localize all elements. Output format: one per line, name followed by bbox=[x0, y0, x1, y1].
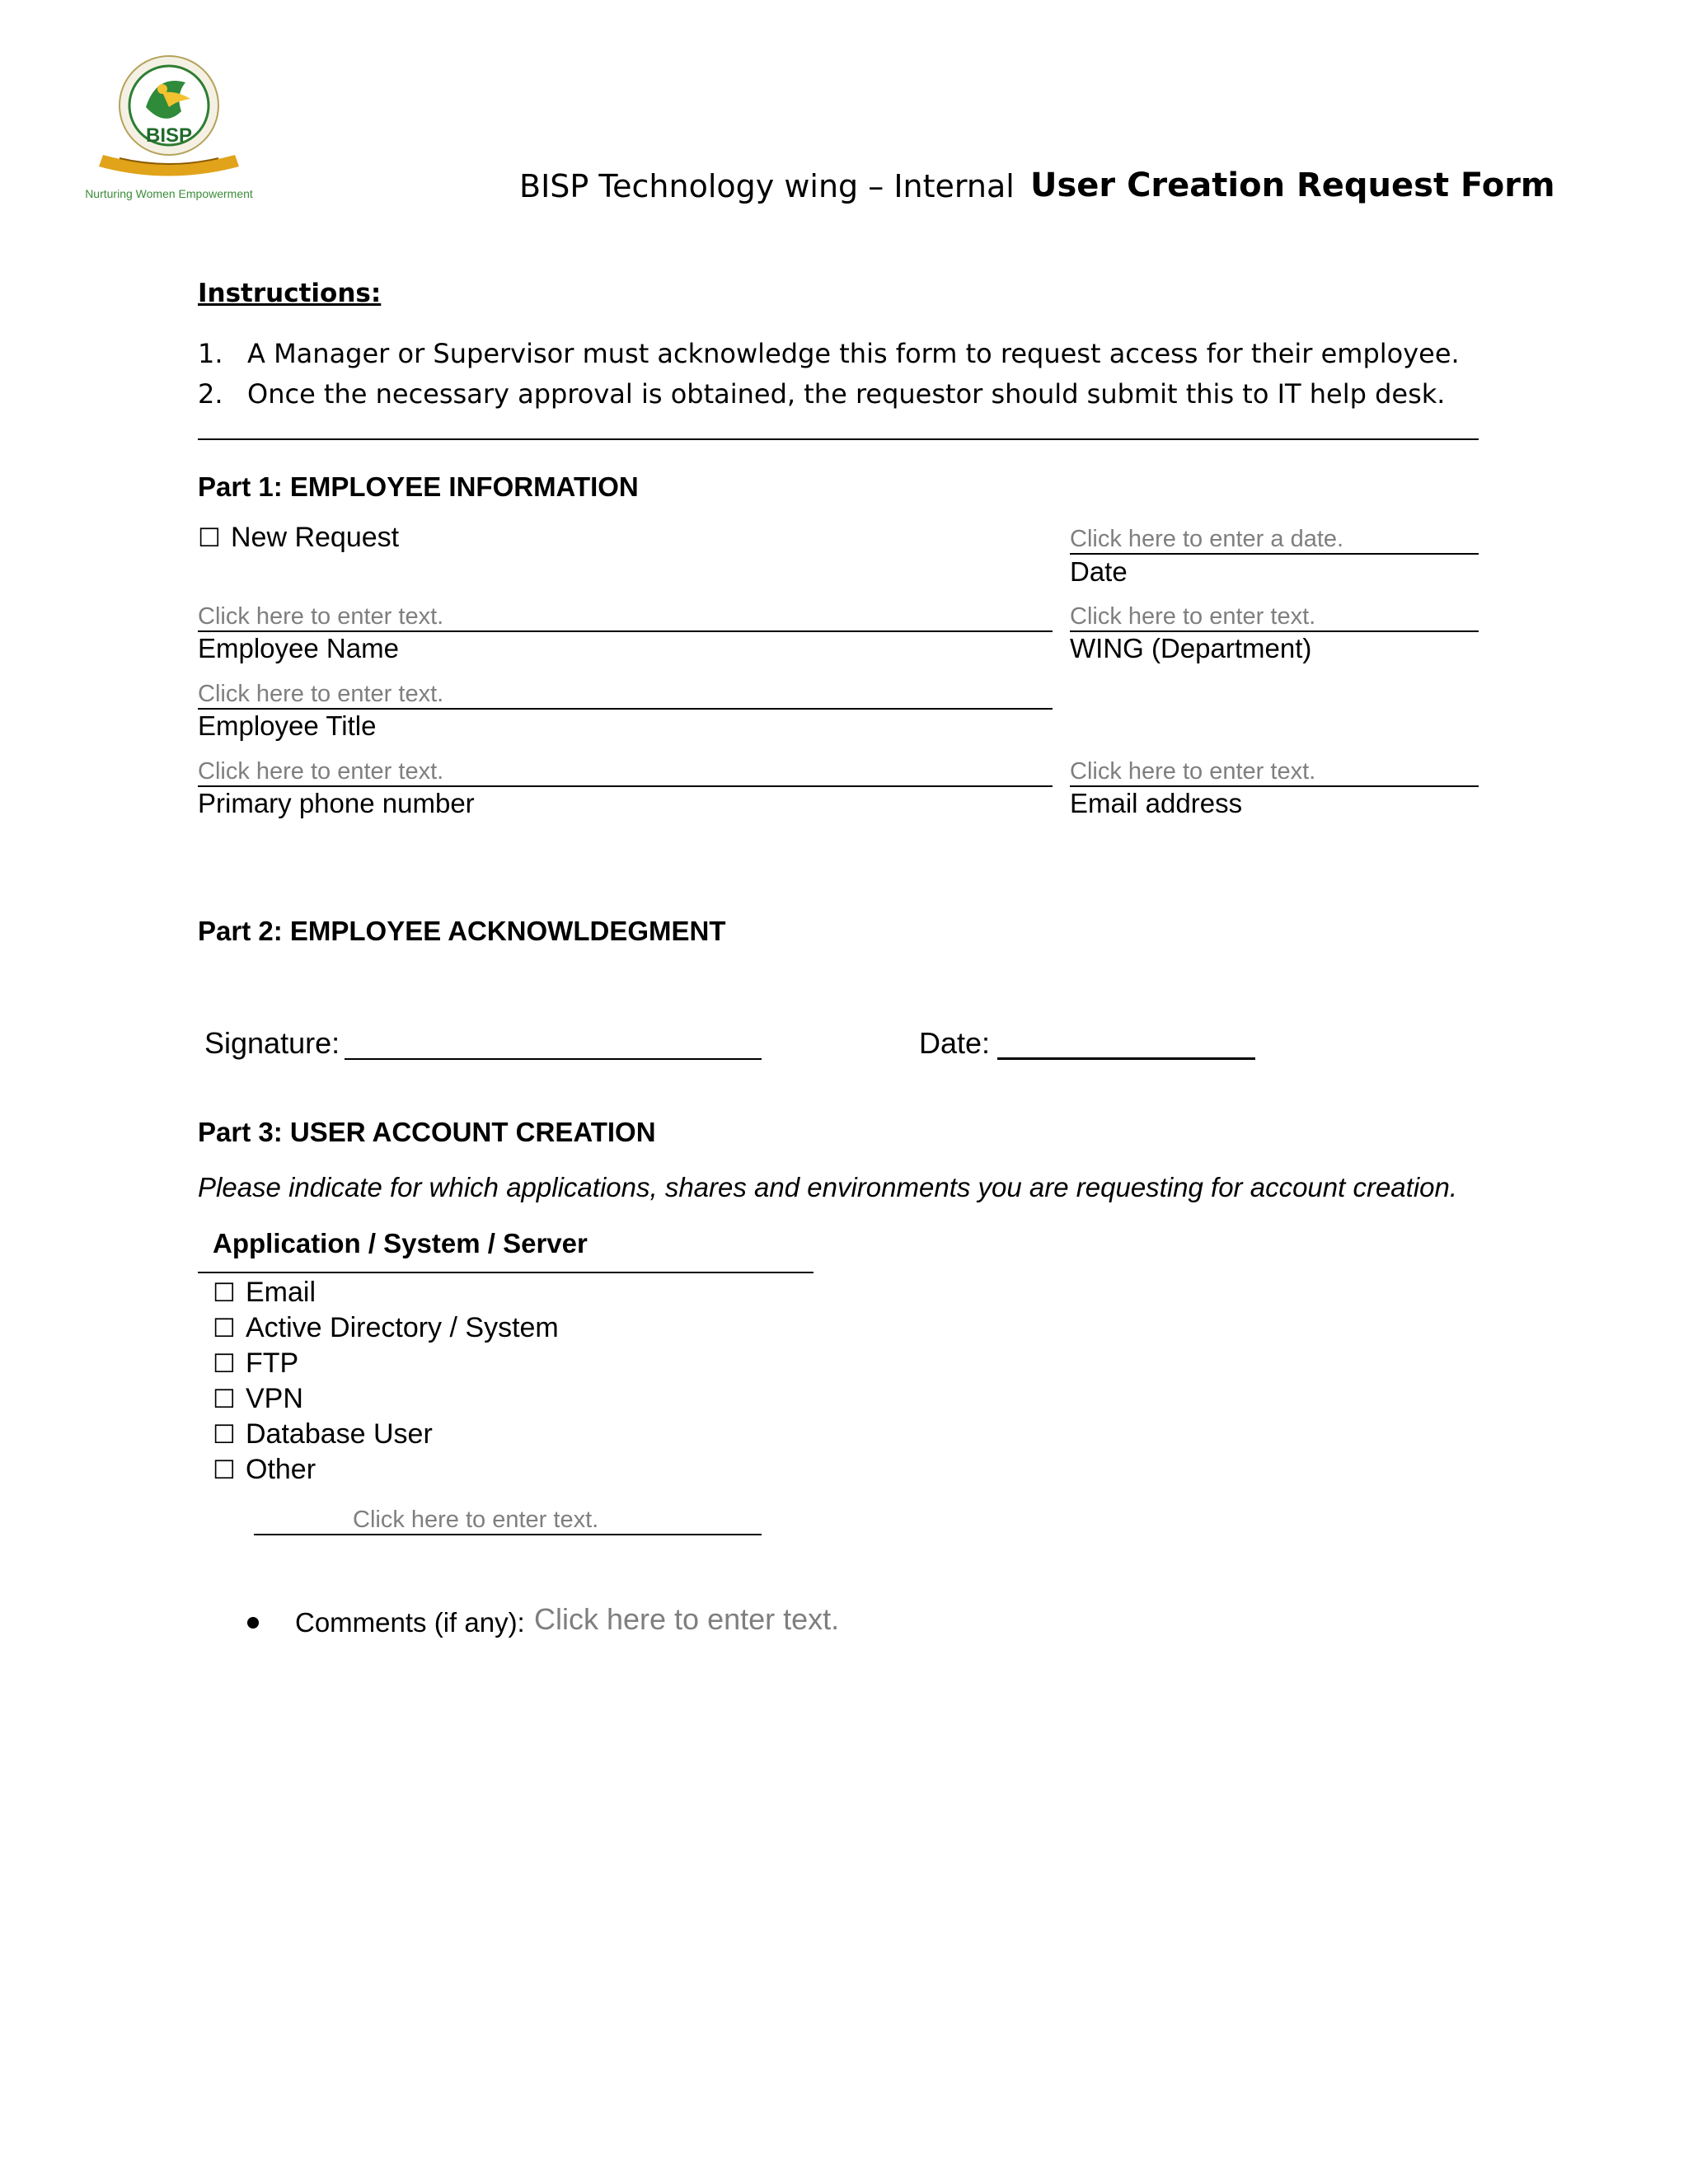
wing-department-input[interactable]: Click here to enter text. bbox=[1070, 603, 1316, 630]
other-input[interactable]: Click here to enter text. bbox=[353, 1507, 599, 1533]
checkbox-icon[interactable]: ☐ bbox=[213, 1349, 236, 1379]
ack-date-label: Date: bbox=[919, 1026, 991, 1060]
date-label: Date bbox=[1070, 556, 1128, 587]
employee-title-label: Employee Title bbox=[198, 710, 377, 741]
bisp-logo bbox=[70, 49, 268, 210]
option-label: Other bbox=[246, 1454, 316, 1485]
internal-label: BISP Technology wing – Internal bbox=[519, 168, 1015, 204]
employee-name-underline bbox=[198, 630, 1053, 632]
checkbox-icon[interactable]: ☐ bbox=[213, 1385, 236, 1414]
new-request-checkbox[interactable] bbox=[198, 522, 399, 554]
option-email[interactable] bbox=[213, 1277, 316, 1309]
part1-title: Part 1: EMPLOYEE INFORMATION bbox=[198, 471, 639, 502]
instruction-item bbox=[198, 378, 1445, 410]
employee-name-label: Employee Name bbox=[198, 633, 399, 663]
other-underline bbox=[254, 1534, 762, 1535]
phone-underline bbox=[198, 785, 1053, 787]
form-title: User Creation Request Form bbox=[1030, 166, 1555, 204]
employee-name-input[interactable]: Click here to enter text. bbox=[198, 603, 444, 630]
instructions-title: Instructions: bbox=[198, 279, 382, 308]
instruction-item bbox=[198, 338, 1460, 369]
instruction-text: Once the necessary approval is obtained, the requestor should submit this to IT help desk. bbox=[247, 378, 1446, 410]
option-vpn[interactable] bbox=[213, 1383, 303, 1415]
ack-date-line[interactable] bbox=[997, 1057, 1255, 1060]
svg-text:BISP: BISP bbox=[145, 124, 193, 147]
option-active-directory[interactable] bbox=[213, 1312, 559, 1344]
wing-underline bbox=[1070, 630, 1479, 632]
checkbox-icon[interactable]: ☐ bbox=[213, 1278, 236, 1308]
comments-label: Comments (if any): bbox=[295, 1607, 525, 1638]
option-label: Active Directory / System bbox=[246, 1312, 559, 1343]
option-ftp[interactable] bbox=[213, 1347, 298, 1380]
instruction-number: 1. bbox=[198, 338, 223, 369]
email-label: Email address bbox=[1070, 788, 1243, 818]
phone-label: Primary phone number bbox=[198, 788, 475, 818]
employee-title-underline bbox=[198, 708, 1053, 710]
part3-title: Part 3: USER ACCOUNT CREATION bbox=[198, 1117, 656, 1147]
signature-line[interactable] bbox=[345, 1058, 762, 1060]
checkbox-icon[interactable]: ☐ bbox=[213, 1455, 236, 1485]
date-picker[interactable]: Click here to enter a date. bbox=[1070, 526, 1344, 552]
comments-input[interactable]: Click here to enter text. bbox=[534, 1602, 840, 1636]
part2-title: Part 2: EMPLOYEE ACKNOWLDEGMENT bbox=[198, 916, 726, 946]
email-input[interactable]: Click here to enter text. bbox=[1070, 758, 1316, 785]
option-label: FTP bbox=[246, 1347, 299, 1379]
instruction-number: 2. bbox=[198, 378, 223, 410]
svg-text:Nurturing Women Empowerment: Nurturing Women Empowerment bbox=[85, 187, 253, 200]
option-label: VPN bbox=[246, 1383, 303, 1414]
phone-input[interactable]: Click here to enter text. bbox=[198, 758, 444, 785]
column-header-underline bbox=[198, 1272, 814, 1273]
section-divider bbox=[198, 438, 1479, 440]
email-underline bbox=[1070, 785, 1479, 787]
wing-department-label: WING (Department) bbox=[1070, 633, 1312, 663]
instruction-text: A Manager or Supervisor must acknowledge this form to request access for their employee. bbox=[247, 338, 1460, 369]
part3-note: Please indicate for which applications, shares and environments you are requesting for account creation. bbox=[198, 1172, 1458, 1202]
option-database-user[interactable] bbox=[213, 1418, 433, 1451]
employee-title-input[interactable]: Click here to enter text. bbox=[198, 681, 444, 707]
application-column-header: Application / System / Server bbox=[213, 1228, 588, 1258]
bullet-icon bbox=[247, 1617, 259, 1629]
checkbox-icon[interactable]: ☐ bbox=[198, 523, 221, 553]
option-other[interactable] bbox=[213, 1454, 316, 1486]
option-label: Email bbox=[246, 1277, 316, 1308]
option-label: Database User bbox=[246, 1418, 433, 1450]
new-request-label: New Request bbox=[231, 522, 400, 553]
date-underline bbox=[1070, 553, 1479, 555]
checkbox-icon[interactable]: ☐ bbox=[213, 1314, 236, 1343]
checkbox-icon[interactable]: ☐ bbox=[213, 1420, 236, 1450]
signature-label: Signature: bbox=[204, 1026, 340, 1060]
